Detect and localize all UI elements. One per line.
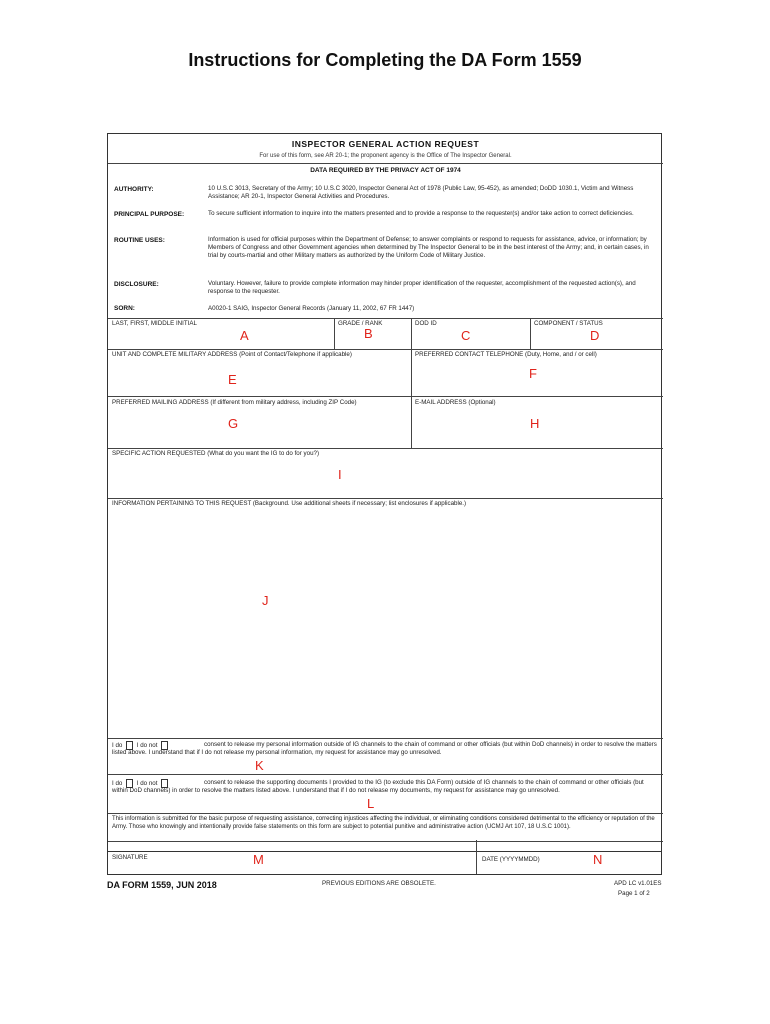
routine-text: Information is used for official purposes within the Department of Defense; to answer complaints or respond to requests for assistance, advice, or information; by Members of Congress and other Government agencies when determined by The Inspector General to be in the best interest of the Army; and, in certain cases, in trial by courts-martial and other Military matters as authorized by the Uniform Code of Military Justice. [208, 236, 649, 259]
form-subtitle: For use of this form, see AR 20-1; the proponent agency is the Office of The Inspector General. [259, 153, 512, 159]
sorn-label: SORN: [114, 305, 135, 312]
signature-field[interactable] [109, 841, 475, 873]
phone-label: PREFERRED CONTACT TELEPHONE (Duty, Home, and / or cell) [415, 351, 597, 358]
marker-d: D [590, 328, 600, 343]
marker-e: E [228, 372, 237, 387]
name-label: LAST, FIRST, MIDDLE INITIAL [112, 320, 197, 327]
mailing-field[interactable] [109, 408, 410, 447]
page-number: Page 1 of 2 [618, 890, 650, 897]
purpose-text: To secure sufficient information to inquire into the matters presented and to provide a response to the requester(s) and/or take action to correct deficiencies. [208, 210, 634, 217]
privacy-heading: DATA REQUIRED BY THE PRIVACY ACT OF 1974 [310, 167, 461, 174]
marker-g: G [228, 416, 239, 431]
form-title: INSPECTOR GENERAL ACTION REQUEST [291, 139, 480, 149]
date-field[interactable] [478, 841, 661, 873]
page-title: Instructions for Completing the DA Form 1559 [188, 50, 582, 70]
marker-k: K [255, 758, 264, 773]
marker-b: B [364, 326, 373, 341]
signature-label: SIGNATURE [112, 854, 148, 861]
marker-a: A [240, 328, 249, 343]
unit-field[interactable] [109, 360, 410, 395]
submission-statement: This information is submitted for the basic purpose of requesting assistance, correcting injustices affecting the individual, or eliminating conditions considered detrimental to the efficiency or reputation of the Army. Those who knowingly and intentionally provide false statements on this form are subject to potential punitive and administrative action (UCMJ Art 107, 18 U.S.C 1001). [112, 816, 655, 830]
grade-label: GRADE / RANK [338, 320, 383, 327]
consent1-donot-label: I do not [136, 742, 158, 750]
component-label: COMPONENT / STATUS [534, 320, 603, 327]
consent2-text: consent to release the supporting documents I provided to the IG (to exclude this DA Form) outside of IG channels to the chain of command or other officials (but within DoD channels) in order to resolve the matters listed above. I understand that if I do not release my documents, my request for assistance may go unresolved. [112, 779, 644, 794]
marker-n: N [593, 852, 603, 867]
mailing-label: PREFERRED MAILING ADDRESS (If different from military address, including ZIP Code) [112, 399, 357, 406]
info-field[interactable] [109, 510, 662, 737]
marker-c: C [461, 328, 471, 343]
marker-h: H [530, 416, 540, 431]
apd-version: APD LC v1.01ES [614, 880, 662, 887]
info-label: INFORMATION PERTAINING TO THIS REQUEST (Background. Use additional sheets if necessary; list enclosures if applicable.) [112, 500, 467, 507]
date-label: DATE (YYYYMMDD) [482, 856, 540, 863]
dodid-label: DOD ID [415, 320, 437, 327]
marker-f: F [529, 366, 537, 381]
routine-label: ROUTINE USES: [114, 237, 165, 244]
name-field[interactable] [109, 329, 333, 348]
marker-i: I [338, 467, 342, 482]
authority-text: 10 U.S.C 3013, Secretary of the Army; 10 U.S.C 3020, Inspector General Act of 1978 (Public Law, 95-452), as amended; DoDD 1030.1, Victim and Witness Assistance; AR 20-1, Inspector General Activities and Procedures. [208, 185, 634, 200]
consent1-text: consent to release my personal information outside of IG channels to the chain of command or other officials (but within DoD channels) in order to resolve the matters listed above. I understand that if I do not release my personal information, my request for assistance may go unresolved. [112, 741, 657, 756]
consent2-do-label: I do [112, 780, 123, 788]
purpose-label: PRINCIPAL PURPOSE: [114, 211, 185, 218]
disclosure-text: Voluntary. However, failure to provide complete information may hinder proper identification of the requester, accomplishment of the requested action(s), and response to the requester. [208, 280, 636, 295]
marker-m: M [253, 852, 264, 867]
disclosure-label: DISCLOSURE: [114, 281, 159, 288]
phone-field[interactable] [412, 360, 662, 395]
dodid-field[interactable] [412, 329, 529, 348]
da-form-1559 [107, 133, 662, 852]
marker-l: L [367, 796, 375, 811]
consent1-do-label: I do [112, 742, 123, 750]
consent2-donot-label: I do not [136, 780, 158, 788]
email-label: E-MAIL ADDRESS (Optional) [415, 399, 496, 406]
form-id: DA FORM 1559, JUN 2018 [107, 880, 217, 890]
action-field[interactable] [109, 459, 662, 497]
previous-editions: PREVIOUS EDITIONS ARE OBSOLETE. [322, 880, 436, 887]
marker-j: J [262, 593, 269, 608]
authority-label: AUTHORITY: [114, 186, 154, 193]
unit-label: UNIT AND COMPLETE MILITARY ADDRESS (Point of Contact/Telephone if applicable) [112, 351, 352, 358]
sorn-text: A0020-1 SAIG, Inspector General Records (January 11, 2002, 67 FR 1447) [208, 305, 415, 312]
action-label: SPECIFIC ACTION REQUESTED (What do you want the IG to do for you?) [112, 450, 320, 457]
